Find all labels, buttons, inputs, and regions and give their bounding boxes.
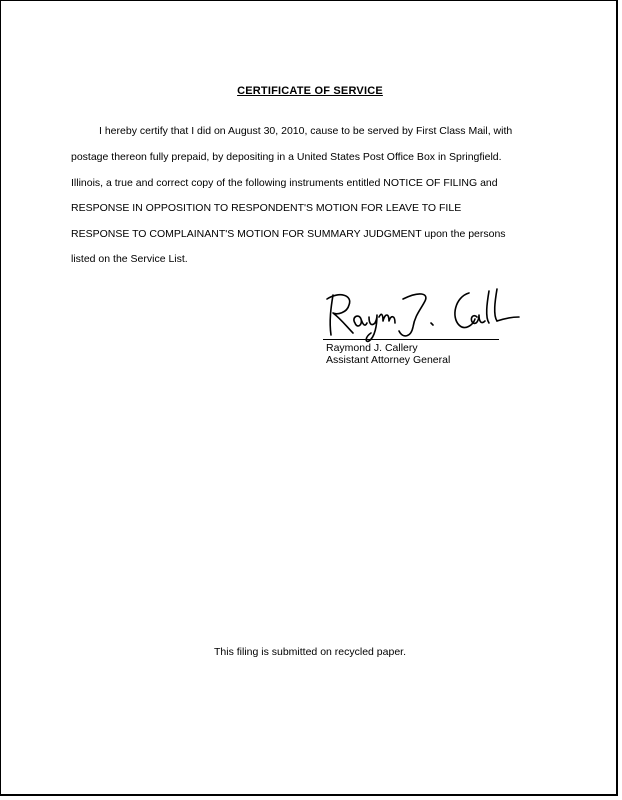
signer-name: Raymond J. Callery	[326, 342, 418, 354]
paragraph-line: Illinois, a true and correct copy of the following instruments entitled NOTICE OF FILING and	[71, 177, 498, 189]
handwritten-signature	[319, 287, 529, 347]
paragraph-line: RESPONSE TO COMPLAINANT'S MOTION FOR SUMMARY JUDGMENT upon the persons	[71, 228, 506, 240]
signer-title: Assistant Attorney General	[326, 354, 451, 366]
signature-line	[323, 339, 499, 340]
paragraph-line: RESPONSE IN OPPOSITION TO RESPONDENT'S MOTION FOR LEAVE TO FILE	[71, 202, 462, 214]
document-title: CERTIFICATE OF SERVICE	[237, 85, 383, 97]
paragraph-line: postage thereon fully prepaid, by depositing in a United States Post Office Box in Springfield.	[71, 151, 502, 163]
recycled-paper-note: This filing is submitted on recycled paper.	[213, 646, 406, 658]
paragraph-line: listed on the Service List.	[71, 253, 188, 265]
paragraph-line: I hereby certify that I did on August 30, 2010, cause to be served by First Class Mail, with	[99, 125, 513, 137]
